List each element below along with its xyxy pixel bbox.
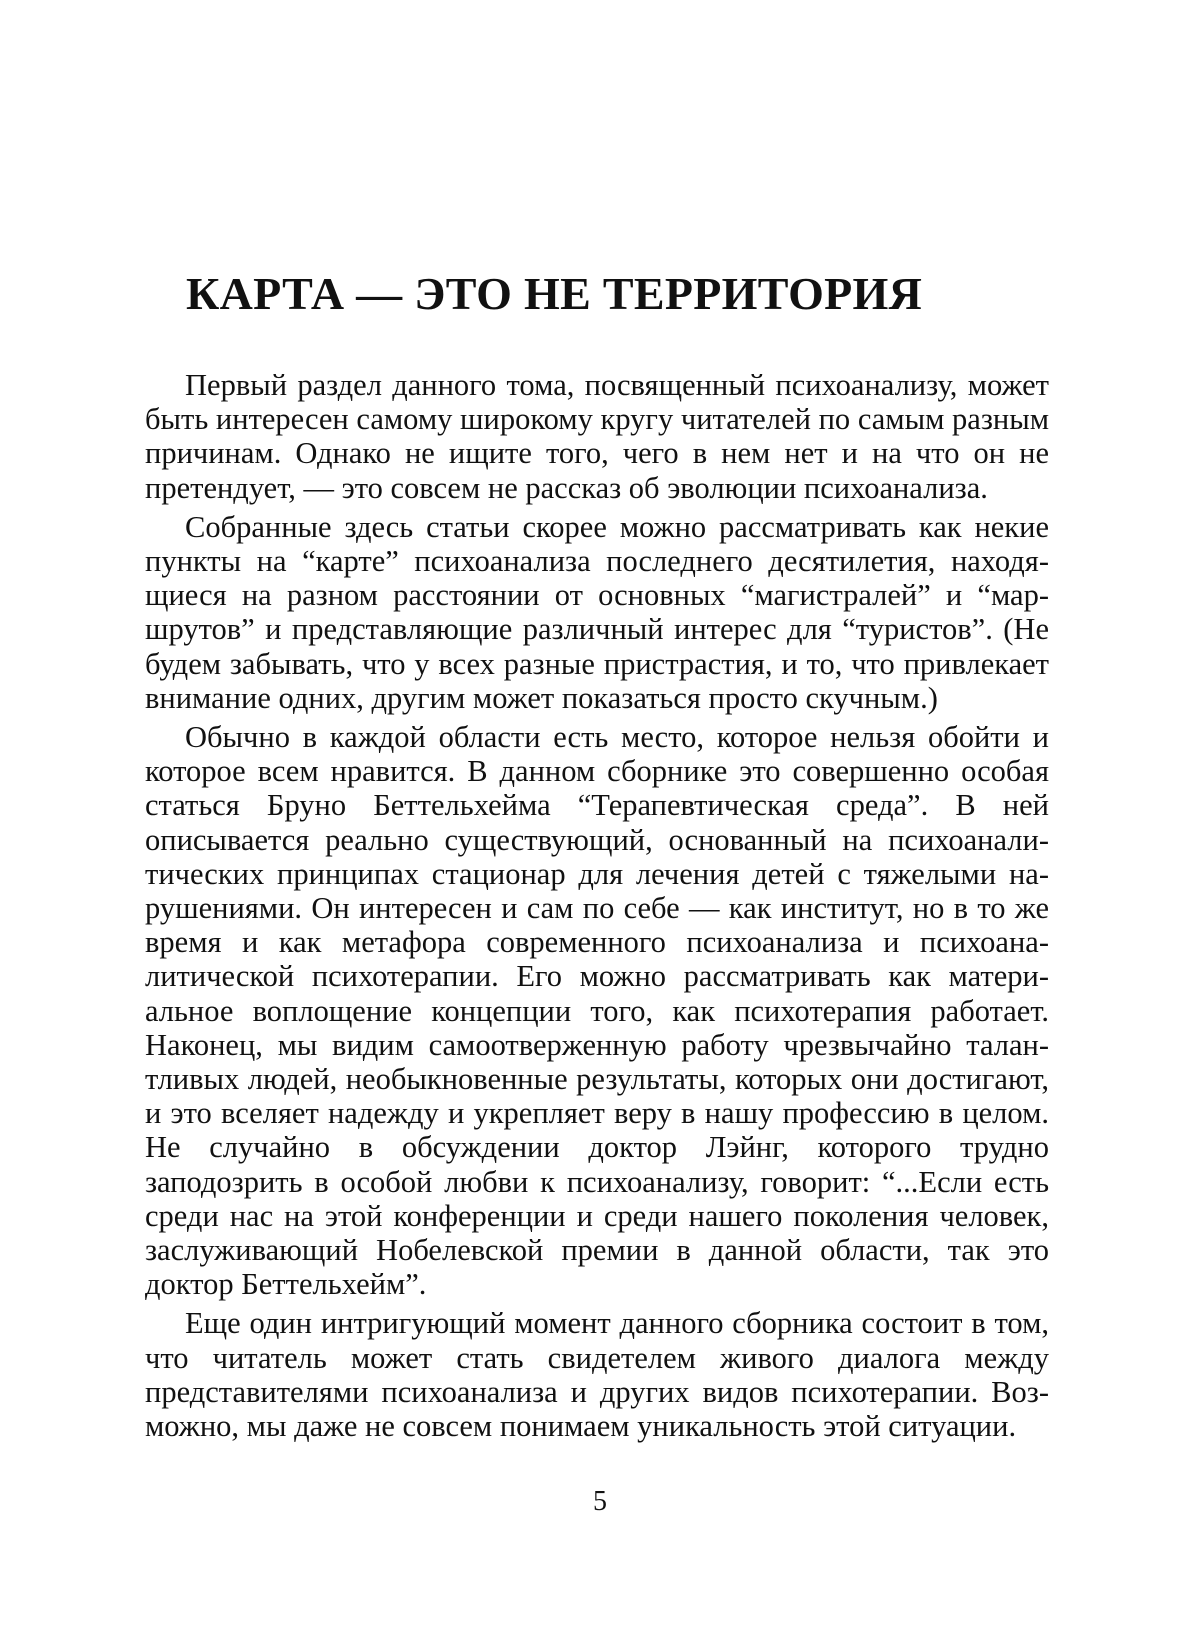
chapter-title: КАРТА — ЭТО НЕ ТЕРРИТОРИЯ [186,268,923,319]
paragraph: Еще один интригующий момент данного сборника состоит в том, что читатель может стать свидетелем живого диалога между представителями психоанализа и других видов психотерапии. Возможно, мы даже не совсем понимаем уникальность этой ситуации. [145,1306,1049,1444]
page-number: 5 [593,1486,607,1517]
paragraph: Первый раздел данного тома, посвященный психоанализу, может быть интересен самому широкому кругу читателей по самым разным причинам. Однако не ищите того, чего в нем нет и на что он не претендует, — это совсем не рассказ об эволюции психоанализа. [145,368,1049,505]
paragraph: Собранные здесь статьи скорее можно рассматривать как некие пункты на “карте” психоанализа последнего десятилетия, находящиеся на разном расстоянии от основных “магистралей” и “маршрутов” и представляющие различный интерес для “туристов”. (Не будем забывать, что у всех разные пристрастия, и то, что привлекает внимание одних, другим может показаться просто скучным.) [145,509,1049,715]
body-text [145,368,1049,1448]
paragraph: Обычно в каждой области есть место, которое нельзя обойти и которое всем нравится. В данном сборнике это совершенно особая статься Бруно Беттельхейма “Терапевтическая среда”. В ней описывается реально существующий, основанный на психоаналитических принципах стационар для лечения детей с тяжелыми нарушениями. Он интересен и сам по себе — как институт, но в то же время и как метафора современного психоанализа и психоаналитической психотерапии. Его можно рассматривать как материальное воплощение концепции того, как психотерапия работает. Наконец, мы видим самоотверженную работу чрезвычайно талантливых людей, необыкновенные результаты, которых они достигают, и это вселяет надежду и укрепляет веру в нашу профессию в целом. Не случайно в обсуждении доктор Лэйнг, которого трудно заподозрить в особой любви к психоанализу, говорит: “...Если есть среди нас на этой конференции и среди нашего поколения человек, заслуживающий Нобелевской премии в данной области, так это доктор Беттельхейм”. [145,720,1049,1302]
